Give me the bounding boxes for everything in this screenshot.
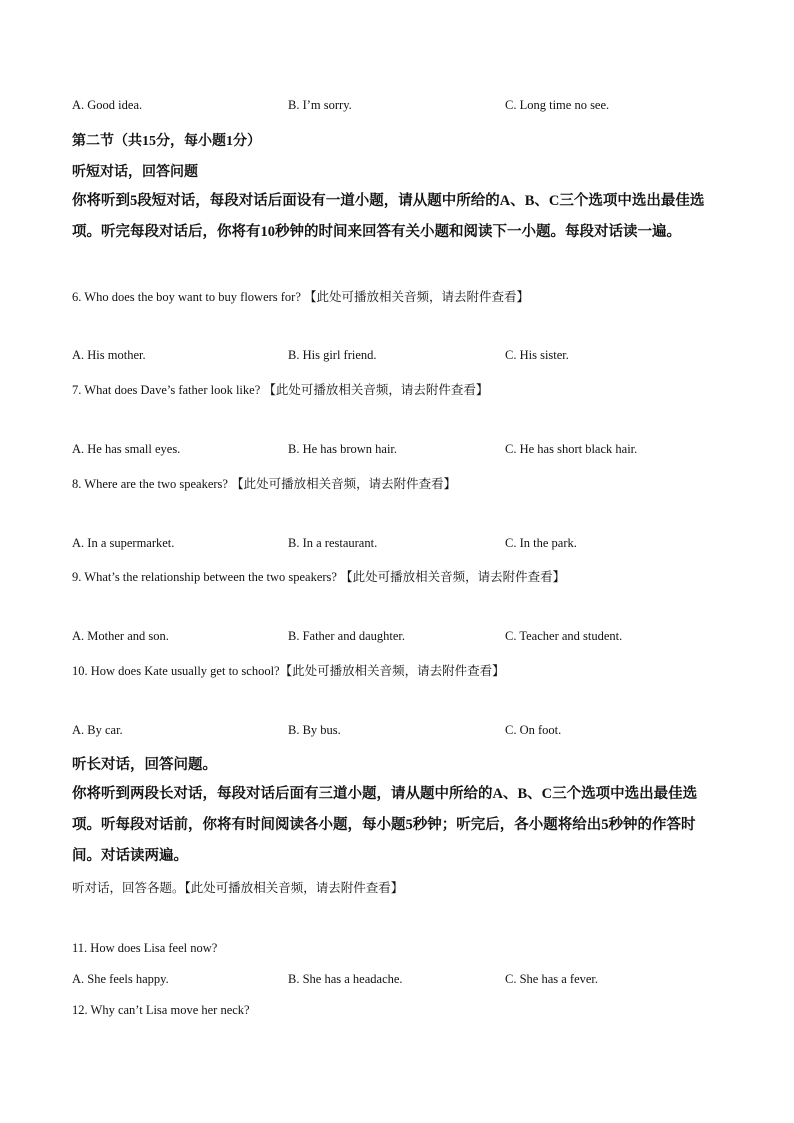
question-7-options [72, 442, 732, 460]
option-a: A. He has small eyes. [72, 442, 181, 456]
section-subheading: 听短对话，回答问题 [72, 165, 198, 180]
question-9-options [72, 629, 732, 647]
option-b: B. By bus. [288, 723, 341, 737]
option-c: C. Long time no see. [505, 98, 610, 112]
question-8-options [72, 536, 732, 554]
option-c: C. His sister. [505, 348, 569, 362]
question-6-options [72, 348, 732, 366]
long-dialog-heading: 听长对话，回答问题。 [72, 757, 217, 773]
option-c: C. She has a fever. [505, 972, 599, 986]
q5-options [72, 98, 732, 116]
long-dialog-instructions: 你将听到两段长对话，每段对话后面有三道小题，请从题中所给的A、B、C三个选项中选出最佳选项。听每段对话前，你将有时间阅读各小题，每小题5秒钟；听完后，各小题将给出5秒钟的作答时间。对话读两遍。 [72, 786, 698, 864]
option-a: A. His mother. [72, 348, 146, 362]
option-b: B. His girl friend. [288, 348, 377, 362]
option-c: C. On foot. [505, 723, 562, 737]
long-dialog-audio-note: 听对话，回答各题。【此处可播放相关音频，请去附件查看】 [72, 881, 404, 895]
option-c: C. He has short black hair. [505, 442, 638, 456]
section-heading: 第二节（共15分，每小题1分） [72, 134, 261, 149]
question-7: 7. What does Dave’s father look like? 【此处可播放相关音频，请去附件查看】 [72, 383, 489, 397]
question-10-options [72, 723, 732, 741]
question-6: 6. Who does the boy want to buy flowers for? 【此处可播放相关音频，请去附件查看】 [72, 290, 530, 304]
option-b: B. Father and daughter. [288, 629, 405, 643]
option-c: C. Teacher and student. [505, 629, 623, 643]
option-b: B. In a restaurant. [288, 536, 378, 550]
question-10: 10. How does Kate usually get to school?【此处可播放相关音频，请去附件查看】 [72, 664, 505, 678]
option-b: B. She has a headache. [288, 972, 403, 986]
option-c: C. In the park. [505, 536, 577, 550]
option-a: A. By car. [72, 723, 123, 737]
question-11: 11. How does Lisa feel now? [72, 941, 218, 955]
question-8: 8. Where are the two speakers? 【此处可播放相关音频，请去附件查看】 [72, 477, 457, 491]
section-instructions: 你将听到5段短对话，每段对话后面设有一道小题，请从题中所给的A、B、C三个选项中选出最佳选项。听完每段对话后，你将有10秒钟的时间来回答有关小题和阅读下一小题。每段对话读一遍。 [72, 193, 705, 240]
option-a: A. Good idea. [72, 98, 143, 112]
option-b: B. He has brown hair. [288, 442, 398, 456]
option-a: A. Mother and son. [72, 629, 169, 643]
option-b: B. I’m sorry. [288, 98, 352, 112]
question-9: 9. What’s the relationship between the two speakers? 【此处可播放相关音频，请去附件查看】 [72, 570, 566, 584]
question-12: 12. Why can’t Lisa move her neck? [72, 1003, 250, 1017]
question-11-options [72, 972, 732, 990]
option-a: A. She feels happy. [72, 972, 169, 986]
option-a: A. In a supermarket. [72, 536, 175, 550]
